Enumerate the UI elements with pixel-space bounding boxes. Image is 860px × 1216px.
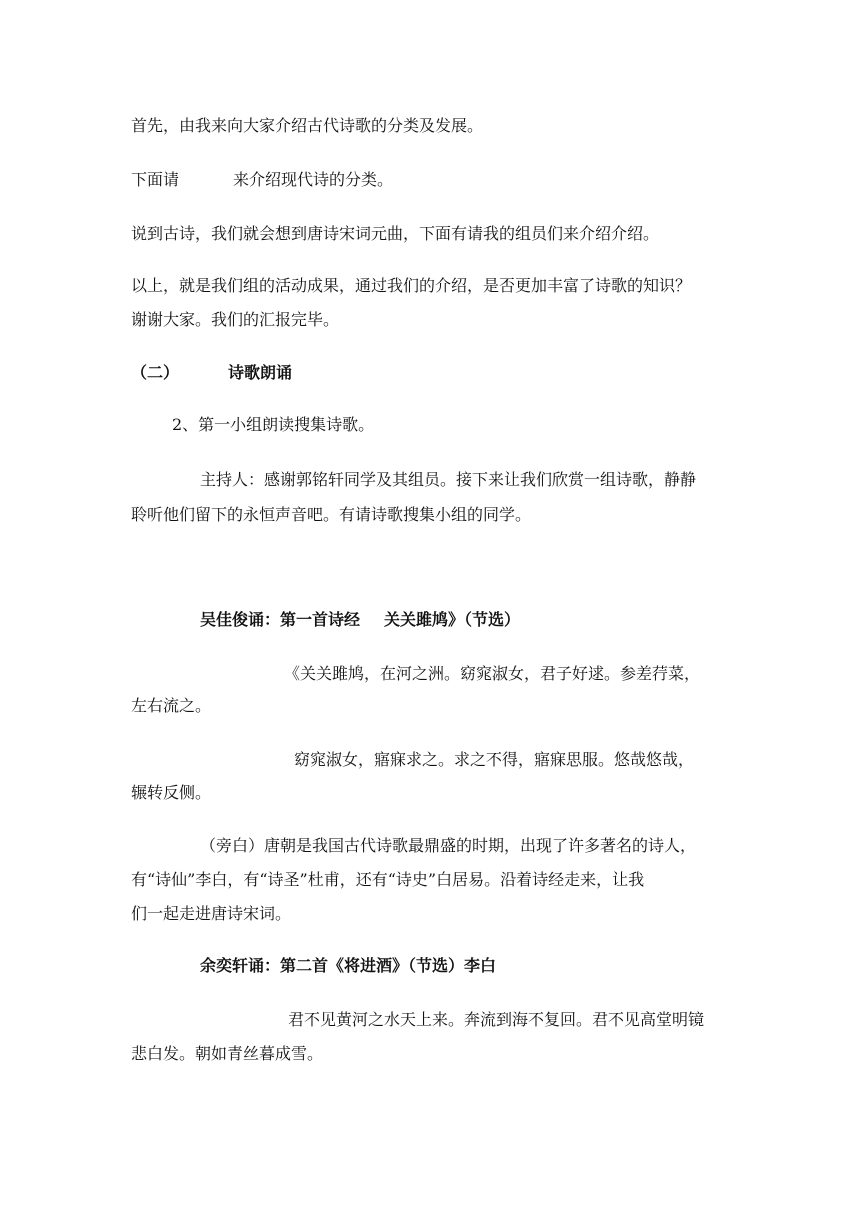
- paragraph-thanks: 谢谢大家。我们的汇报完毕。: [131, 310, 340, 329]
- recital-2-title: 余奕轩诵：第二首《将进酒》（节选）李白: [200, 956, 497, 975]
- paragraph-intro: 首先，由我来向大家介绍古代诗歌的分类及发展。: [131, 116, 484, 135]
- paragraph-step-2: 2、第一小组朗读搜集诗歌。: [172, 415, 375, 434]
- paragraph-host-line-1: 主持人：感谢郭铭轩同学及其组员。接下来让我们欣赏一组诗歌，静静: [200, 470, 697, 489]
- narration-line-2: 有“诗仙”李白，有“诗圣”杜甫，还有“诗史”白居易。沿着诗经走来，让我: [131, 870, 645, 889]
- poem-1-line-3: 窈窕淑女，寤寐求之。求之不得，寤寐思服。悠哉悠哉，: [294, 750, 695, 769]
- poem-1-line-2: 左右流之。: [131, 696, 212, 715]
- recital-1-title: 关关雎鸠》（节选）: [384, 610, 521, 629]
- paragraph-ancient-poetry: 说到古诗，我们就会想到唐诗宋词元曲，下面有请我的组员们来介绍介绍。: [131, 224, 660, 243]
- section-title: 诗歌朗诵: [228, 363, 293, 382]
- narration-line-1: （旁白）唐朝是我国古代诗歌最鼎盛的时期，出现了许多著名的诗人，: [200, 836, 697, 855]
- poem-2-line-1: 君不见黄河之水天上来。奔流到海不复回。君不见高堂明镜: [288, 1010, 705, 1029]
- poem-2-line-2: 悲白发。朝如青丝暮成雪。: [131, 1044, 324, 1063]
- poem-1-line-4: 辗转反侧。: [131, 783, 212, 802]
- paragraph-next-speaker-prefix: 下面请: [131, 170, 180, 189]
- section-number: （二）: [131, 363, 180, 382]
- narration-line-3: 们一起走进唐诗宋词。: [131, 904, 292, 923]
- paragraph-summary: 以上，就是我们组的活动成果，通过我们的介绍，是否更加丰富了诗歌的知识？: [131, 276, 692, 295]
- paragraph-host-line-2: 聆听他们留下的永恒声音吧。有请诗歌搜集小组的同学。: [131, 505, 532, 524]
- poem-1-line-1: 《关关雎鸠，在河之洲。窈窕淑女，君子好逑。参差荇菜，: [284, 664, 701, 683]
- recital-1-speaker: 吴佳俊诵：第一首诗经: [200, 610, 361, 629]
- paragraph-next-speaker-suffix: 来介绍现代诗的分类。: [233, 170, 394, 189]
